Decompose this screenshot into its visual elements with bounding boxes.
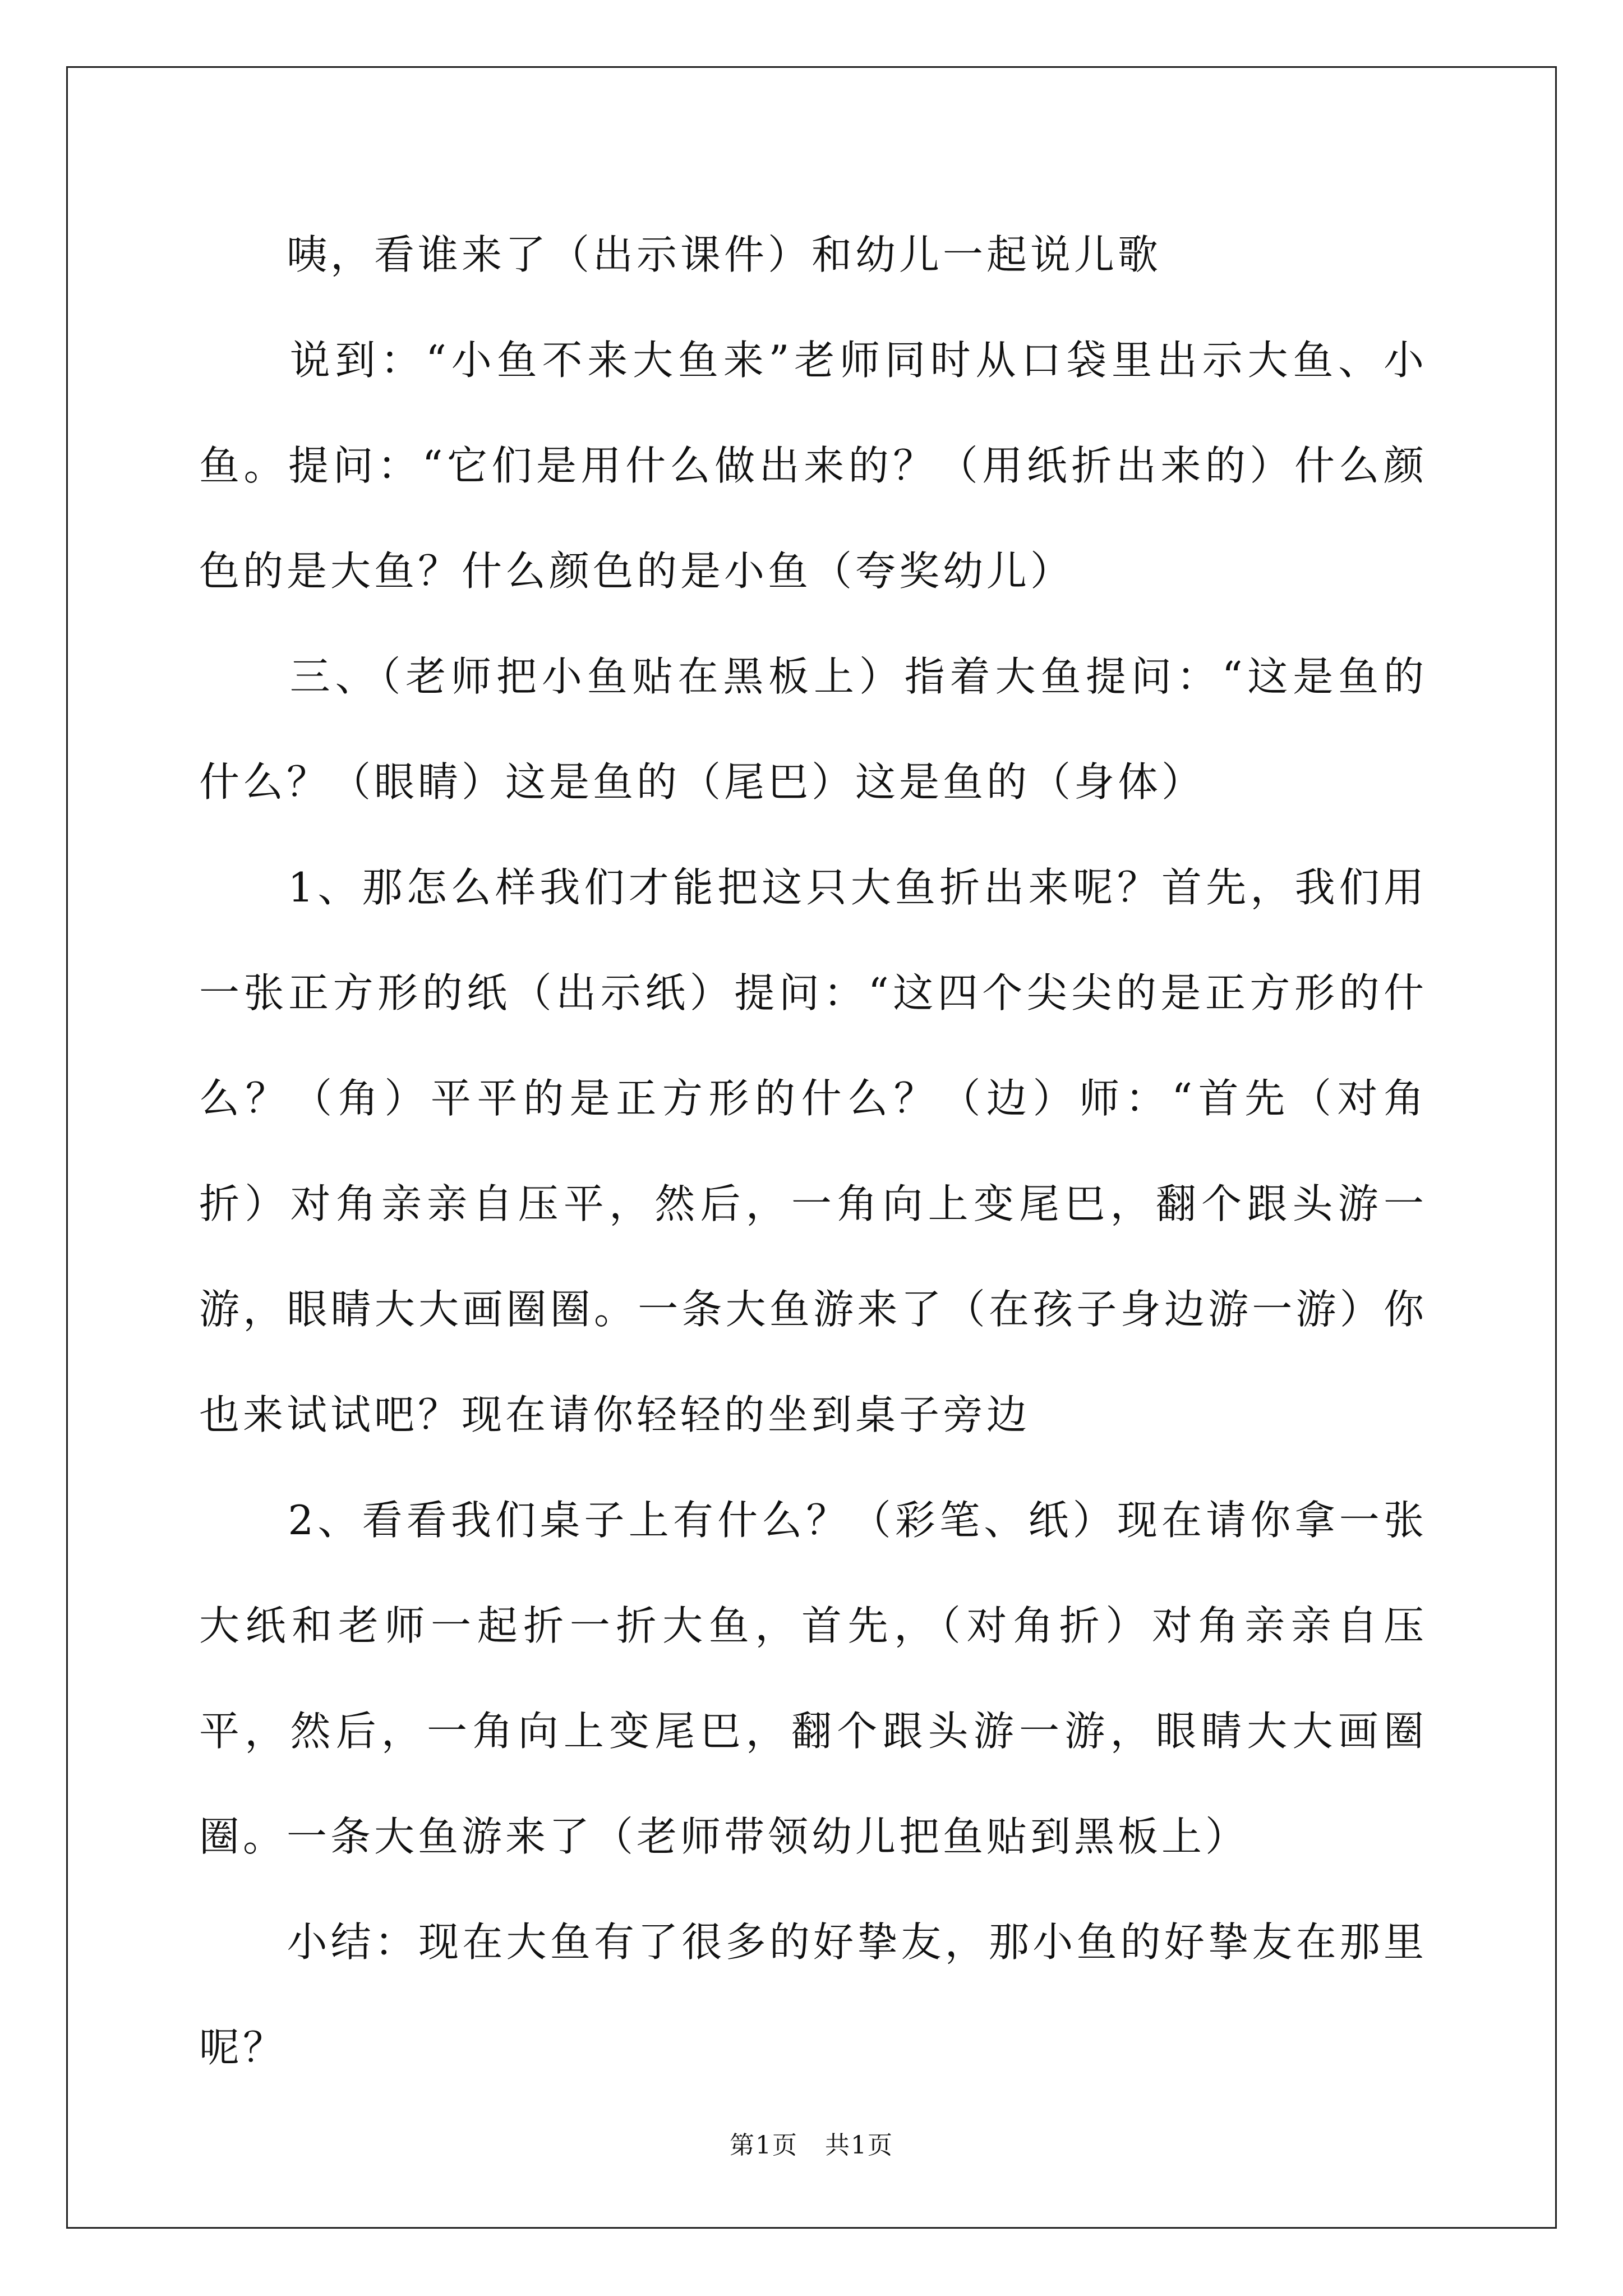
paragraph-step-one: 1、那怎么样我们才能把这只大鱼折出来呢？首先，我们用一张正方形的纸（出示纸）提问：“这四个尖尖的是正方形的什么？（角）平平的是正方形的什么？（边）师：“首先（对角折）对角亲亲自压平，然后，一角向上变尾巴，翻个跟头游一游，眼睛大大画圈圈。一条大鱼游来了（在孩子身边游一游）你也来试试吧？现在请你轻轻的坐到桌子旁边 (199, 864, 1427, 1438)
paragraph-question: 说到：“小鱼不来大鱼来”老师同时从口袋里出示大鱼、小鱼。提问：“它们是用什么做出来的？（用纸折出来的）什么颜色的是大鱼？什么颜色的是小鱼（夸奖幼儿） (199, 337, 1427, 595)
page-number: 第1页 (730, 2131, 799, 2160)
document-body (199, 202, 1427, 2100)
paragraph-summary: 小结：现在大鱼有了很多的好挚友，那小鱼的好挚友在那里呢？ (199, 1918, 1427, 2071)
paragraph-step-two: 2、看看我们桌子上有什么？（彩笔、纸）现在请你拿一张大纸和老师一起折一折大鱼，首先，（对角折）对角亲亲自压平，然后，一角向上变尾巴，翻个跟头游一游，眼睛大大画圈圈。一条大鱼游来了（老师带领幼儿把鱼贴到黑板上） (199, 1497, 1427, 1860)
paragraph-step-three: 三、（老师把小鱼贴在黑板上）指着大鱼提问：“这是鱼的什么？（眼睛）这是鱼的（尾巴）这是鱼的（身体） (199, 653, 1427, 806)
page-total: 共1页 (824, 2131, 893, 2160)
paragraph-intro: 咦，看谁来了（出示课件）和幼儿一起说儿歌 (199, 231, 1162, 278)
page-footer (0, 2129, 1623, 2162)
